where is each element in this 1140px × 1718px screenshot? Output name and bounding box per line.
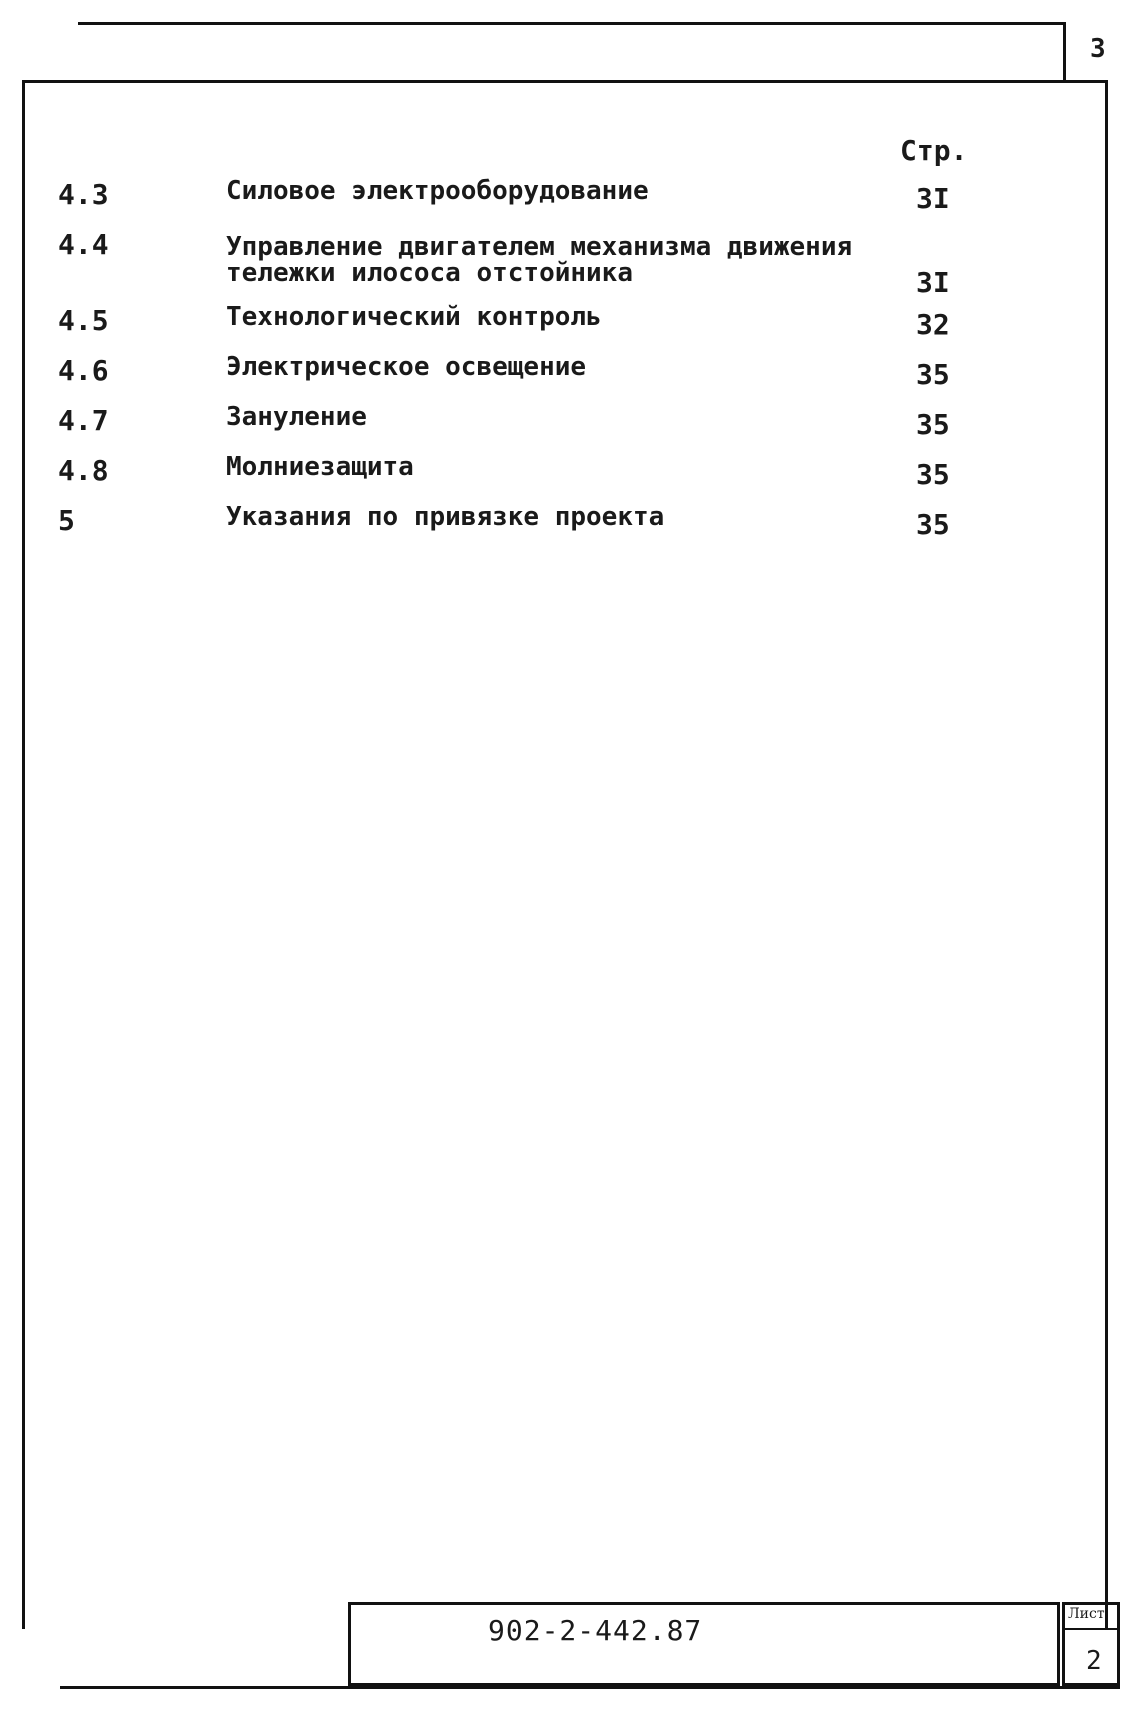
toc-page-number: 3I [916,182,950,215]
frame-bottom-line [60,1686,1120,1689]
pages-column-header: Стр. [900,134,968,167]
toc-section-title: Зануление [226,402,367,432]
toc-section-number: 4.5 [58,304,109,337]
sheet-corner-number: 3 [1090,34,1106,64]
toc-page-number: 35 [916,358,950,391]
toc-section-number: 4.4 [58,228,109,261]
toc-row [0,178,1140,218]
toc-row [0,454,1140,494]
toc-section-title: Электрическое освещение [226,352,587,382]
frame-top-strip [78,22,1066,81]
toc-row [0,354,1140,394]
toc-section-number: 5 [58,504,75,537]
title-block [348,1602,1060,1686]
toc-page-number: 3I [916,266,950,299]
toc-row [0,404,1140,444]
toc-section-number: 4.8 [58,454,109,487]
sheet-box-divider [1062,1628,1120,1630]
toc-section-title: Молниезащита [226,452,414,482]
toc-section-title: Управление двигателем механизма движения тележки илососа отстойника [226,232,853,288]
toc-page-number: 35 [916,508,950,541]
toc-page-number: 32 [916,308,950,341]
toc-row [0,228,1140,298]
toc-section-number: 4.3 [58,178,109,211]
toc-section-title: Силовое электрооборудование [226,176,649,206]
toc-section-title: Указания по привязке проекта [226,502,665,532]
document-code: 902-2-442.87 [488,1614,703,1647]
toc-row [0,304,1140,344]
toc-page-number: 35 [916,458,950,491]
toc-page-number: 35 [916,408,950,441]
sheet-label: Лист [1068,1606,1105,1622]
toc-section-number: 4.6 [58,354,109,387]
sheet-number: 2 [1086,1646,1102,1676]
toc-section-title: Технологический контроль [226,302,602,332]
toc-section-number: 4.7 [58,404,109,437]
toc-row [0,504,1140,544]
